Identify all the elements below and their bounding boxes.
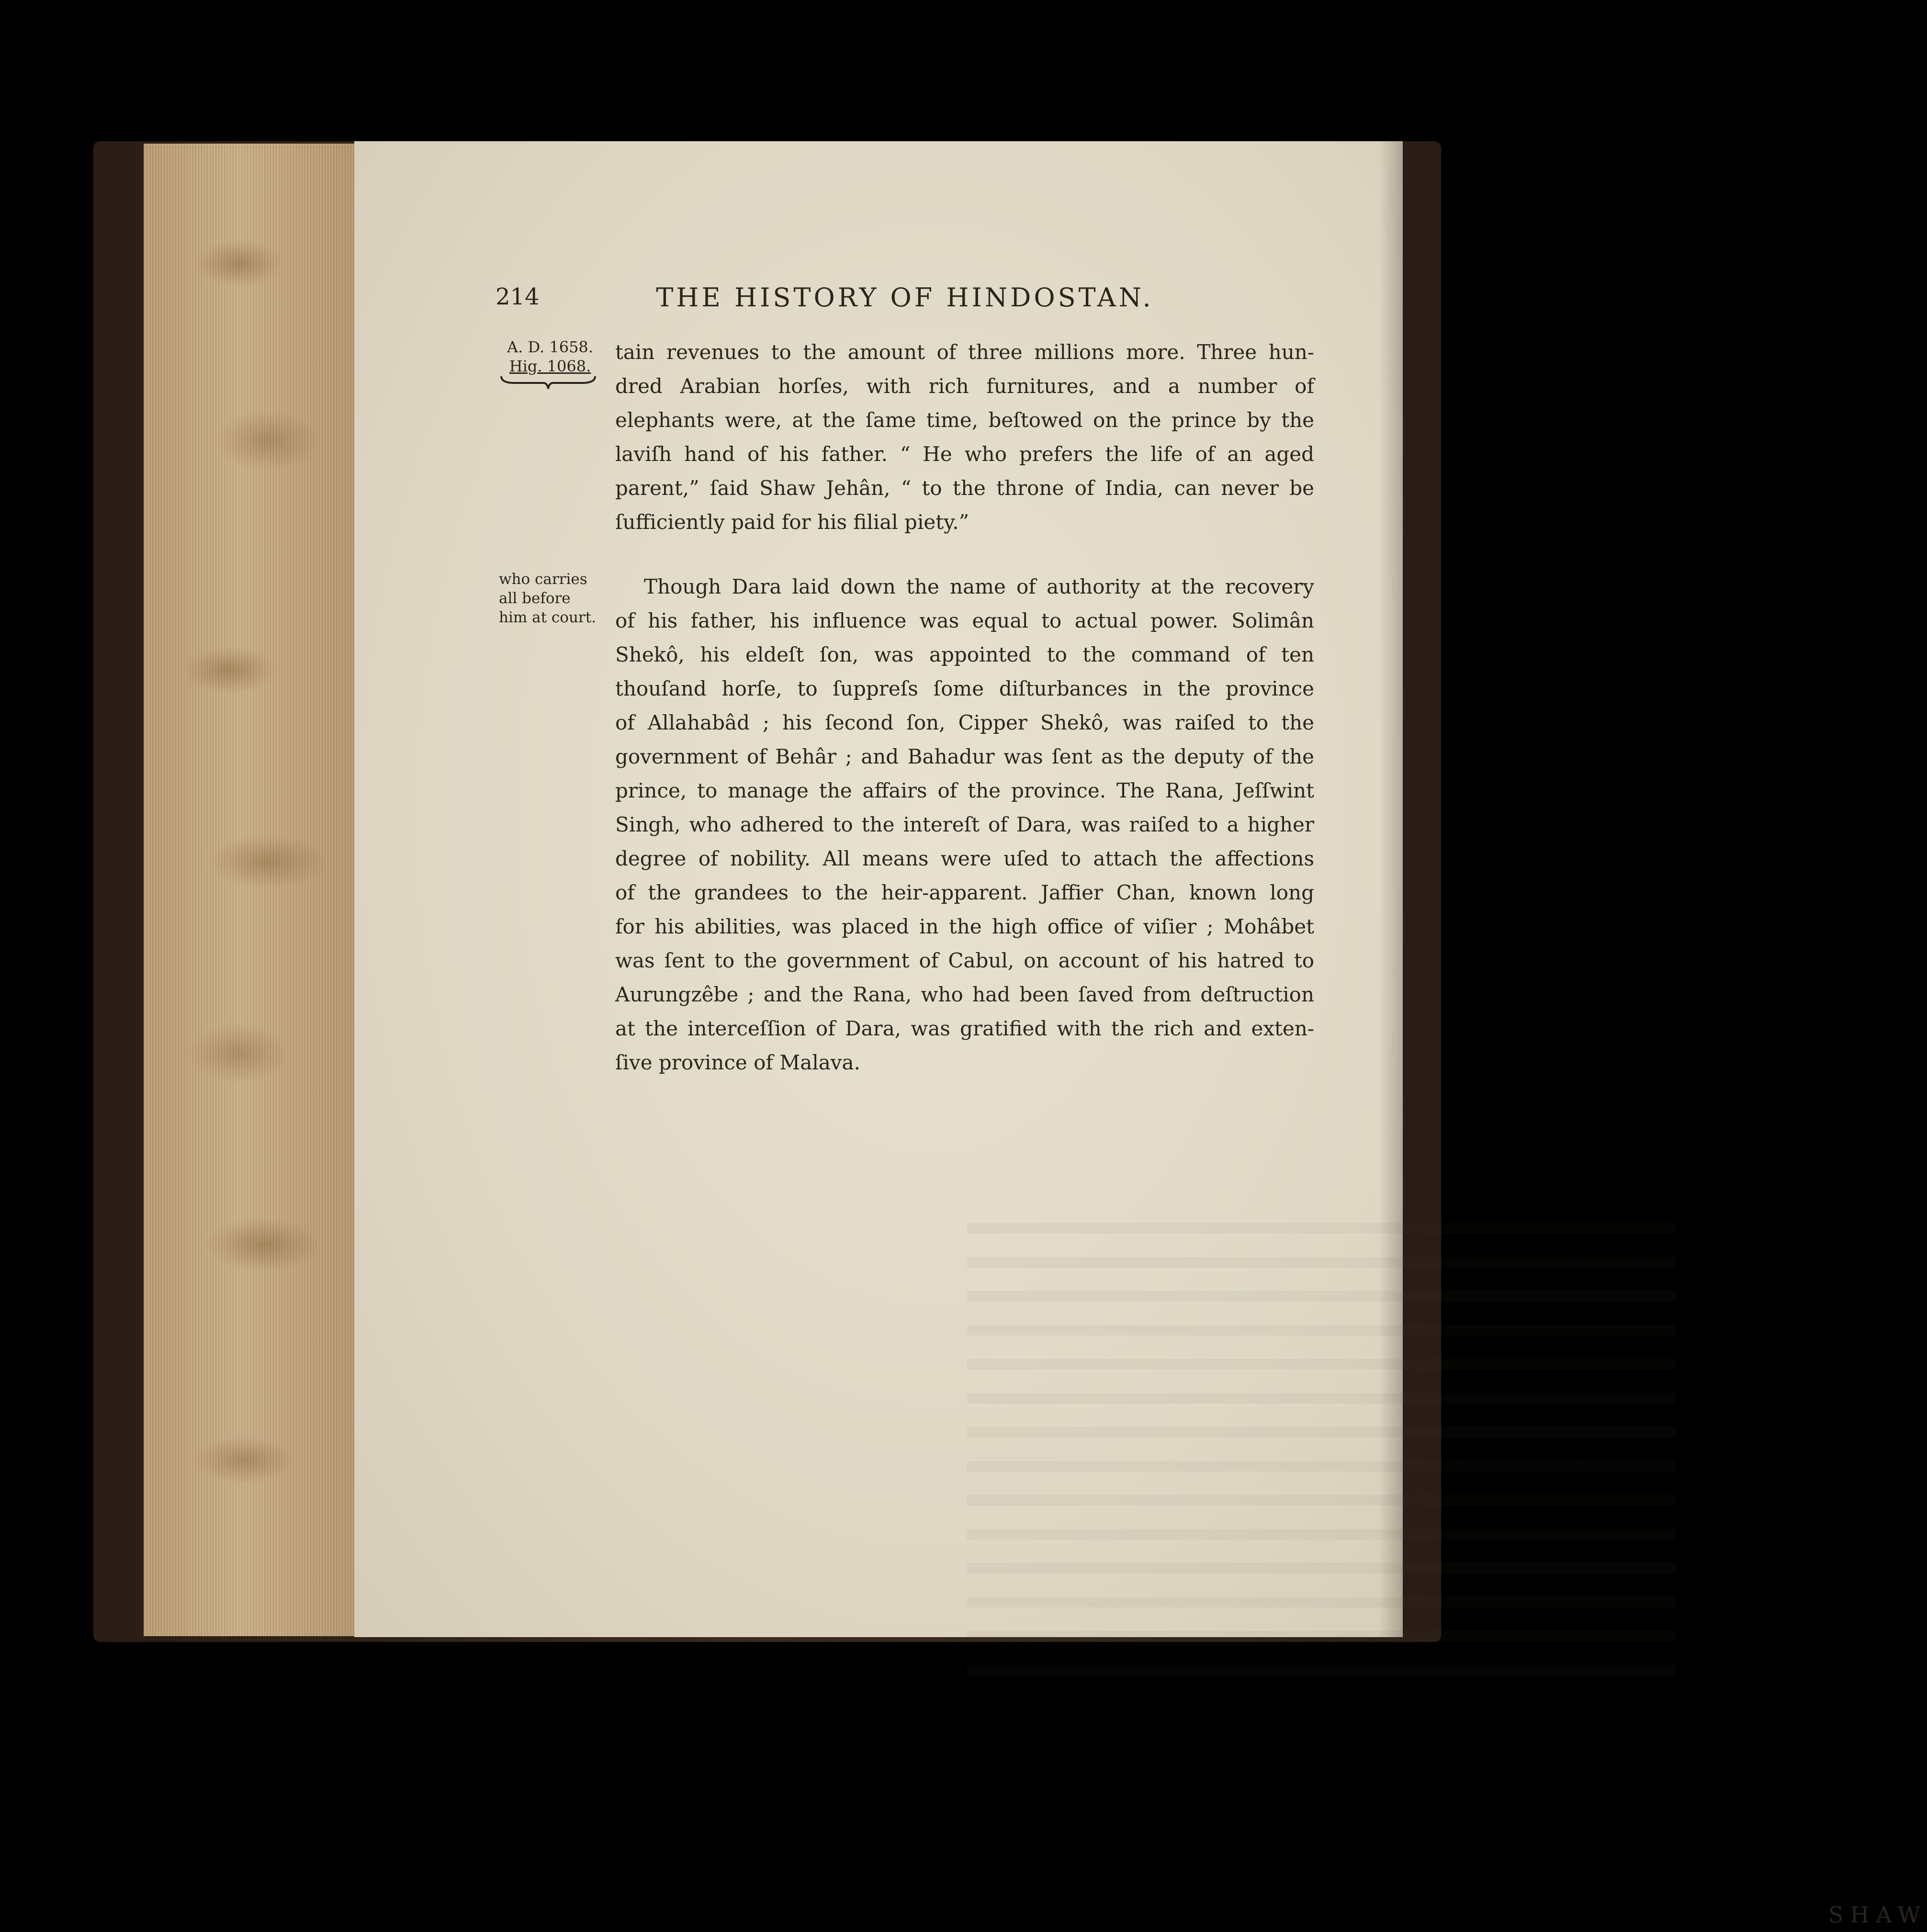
text-line: laviſh hand of his father. “ He who prefers the life of an aged — [615, 442, 1314, 466]
text-line: ſive province of Malava. — [615, 1051, 860, 1074]
page-edges — [144, 144, 357, 1636]
margin-note-line: him at court. — [499, 609, 597, 626]
bleed-through-texture — [967, 1204, 1676, 1683]
text-line: Singh, who adhered to the intereſt of Dara, was raiſed to a higher — [615, 813, 1314, 836]
margin-note — [499, 570, 609, 627]
text-line: parent,” ſaid Shaw Jehân, “ to the throne of India, can never be — [615, 476, 1314, 500]
text-line: Though Dara laid down the name of authority at the recovery — [644, 575, 1314, 598]
margin-note-line: who carries — [499, 571, 587, 588]
spine-shadow — [1379, 141, 1412, 1637]
catchword: SHAW — [1828, 1902, 1927, 1928]
text-line: Aurungzêbe ; and the Rana, who had been ſaved from deſtruction — [615, 983, 1314, 1006]
text-line: Shekô, his eldeſt ſon, was appointed to the command of ten — [615, 643, 1314, 666]
text-line: thouſand horſe, to ſuppreſs ſome diſturbances in the province — [615, 677, 1314, 700]
text-line: of his father, his influence was equal to actual power. Solimân — [615, 609, 1314, 632]
margin-note-line: all before — [499, 590, 571, 607]
brace-ornament — [500, 372, 596, 392]
text-line: degree of nobility. All means were uſed to attach the affections — [615, 847, 1314, 870]
text-line: ſufficiently paid for his filial piety.” — [615, 510, 969, 534]
text-line: elephants were, at the ſame time, beſtowed on the prince by the — [615, 408, 1314, 432]
text-line: dred Arabian horſes, with rich furnitures, and a number of — [615, 374, 1314, 398]
text-line: was ſent to the government of Cabul, on account of his hatred to — [615, 949, 1314, 972]
paragraph-2 — [615, 570, 1927, 1928]
margin-date-ad: A. D. 1658. — [507, 338, 593, 356]
text-line: of the grandees to the heir-apparent. Jaffier Chan, known long — [615, 881, 1314, 904]
text-line: of Allahabâd ; his ſecond ſon, Cipper Shekô, was raiſed to the — [615, 711, 1314, 734]
page-number: 214 — [496, 283, 540, 310]
text-line: at the interceſſion of Dara, was gratified with the rich and exten- — [615, 1017, 1314, 1040]
text-line: tain revenues to the amount of three millions more. Three hun- — [615, 340, 1314, 364]
paragraph-1 — [615, 335, 1314, 539]
margin-date-hig: Hig. 1068. — [509, 357, 591, 375]
text-line: prince, to manage the affairs of the province. The Rana, Jeſſwint — [615, 779, 1314, 802]
running-head: THE HISTORY OF HINDOSTAN. — [656, 282, 1154, 313]
margin-date — [498, 337, 602, 376]
text-line: for his abilities, was placed in the high office of viſier ; Mohâbet — [615, 915, 1314, 938]
text-line: government of Behâr ; and Bahadur was ſent as the deputy of the — [615, 745, 1314, 768]
